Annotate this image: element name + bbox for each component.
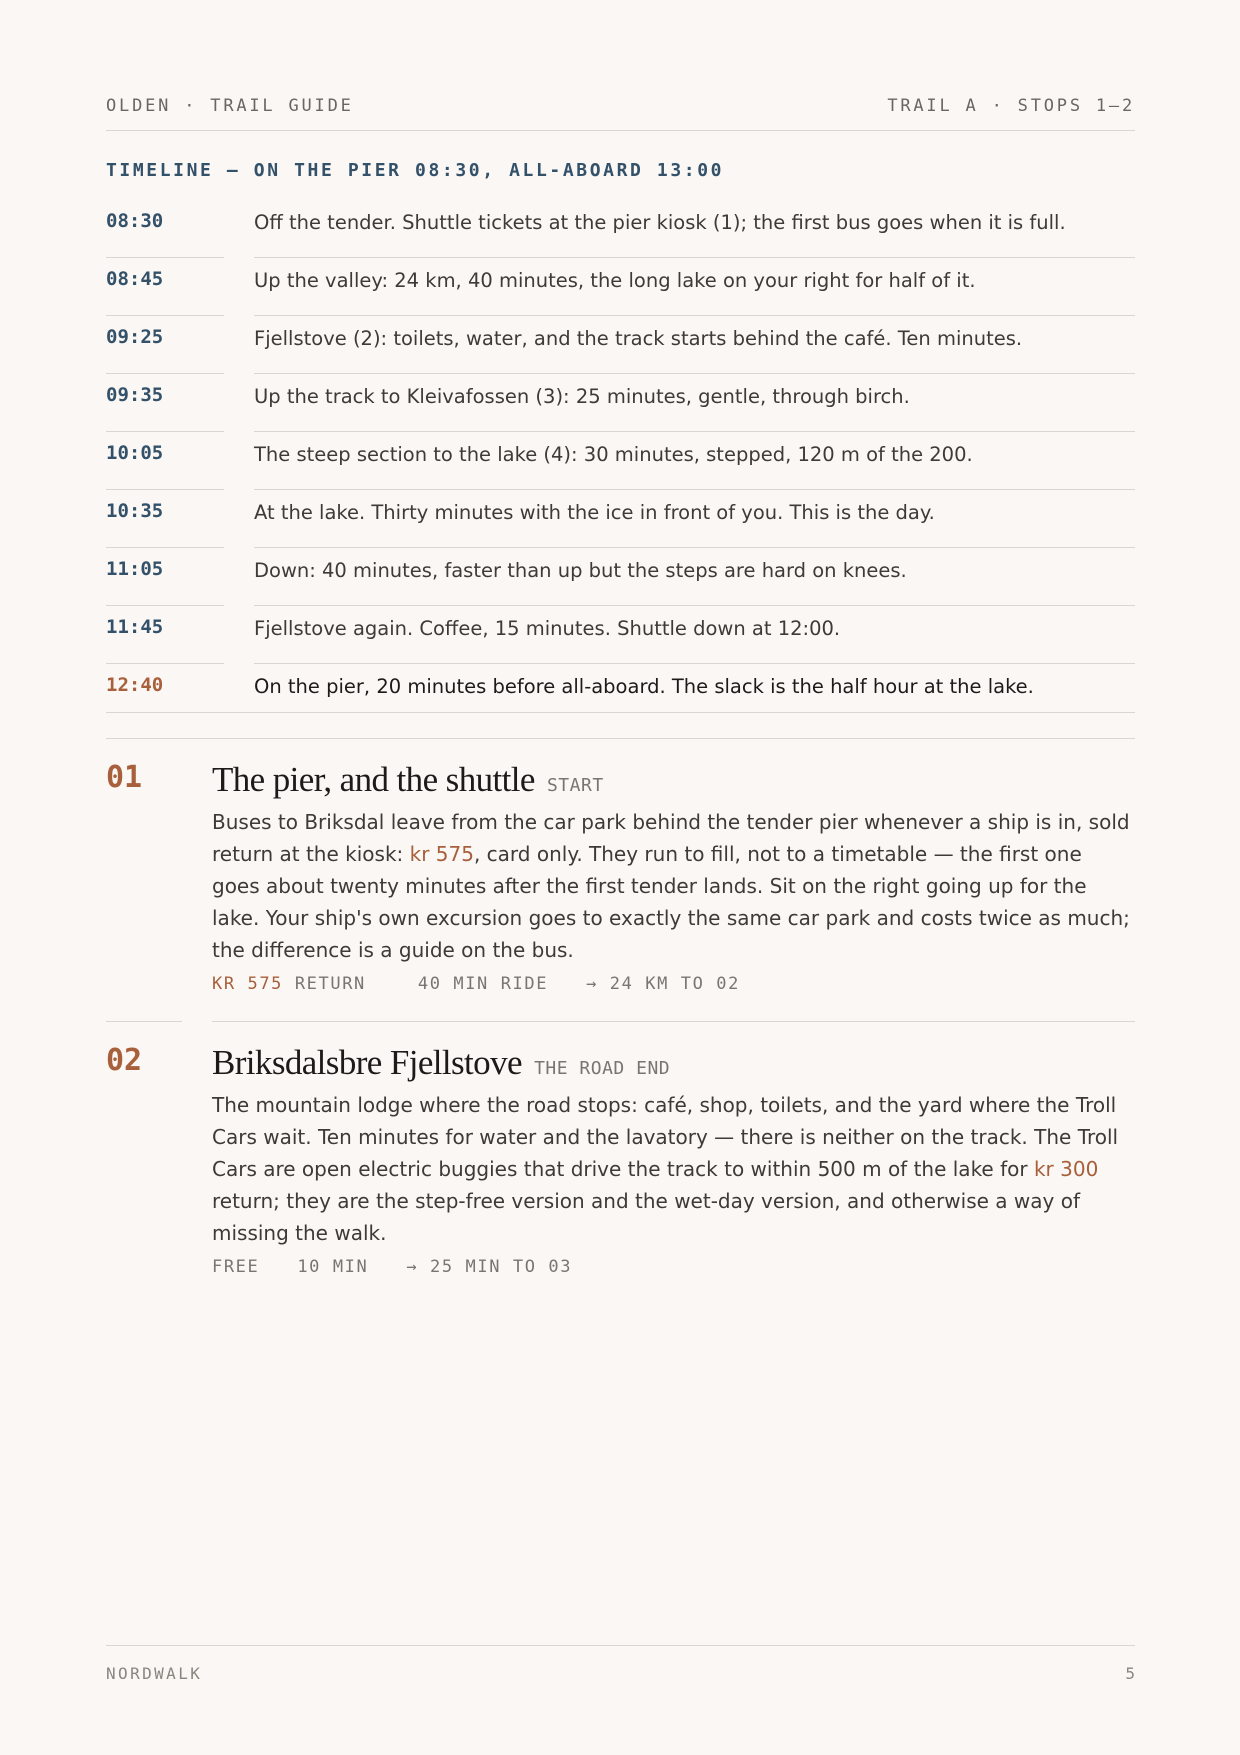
timeline-time: 10:05 — [106, 431, 224, 471]
timeline-time: 11:45 — [106, 605, 224, 645]
stop-kicker: START — [546, 775, 604, 796]
stop-price: kr 300 — [1033, 1157, 1099, 1181]
divider — [106, 712, 1135, 713]
stop-body — [212, 1043, 1135, 1277]
timeline-text: The steep section to the lake (4): 30 minutes, stepped, 120 m of the 200. — [254, 431, 1135, 471]
timeline-time: 11:05 — [106, 547, 224, 587]
divider — [212, 1021, 1135, 1022]
timeline-heading: TIMELINE — ON THE PIER 08:30, ALL-ABOARD 13:00 — [106, 160, 725, 181]
timeline-time: 10:35 — [106, 489, 224, 529]
timeline-time: 08:30 — [106, 210, 164, 232]
header-stops-range: TRAIL A · STOPS 1–2 — [887, 96, 1135, 116]
timeline-text: Up the valley: 24 km, 40 minutes, the long lake on your right for half of it. — [254, 257, 1135, 297]
timeline-row — [106, 425, 1135, 483]
meta-time: 10 MIN — [297, 1257, 369, 1277]
timeline-text: Off the tender. Shuttle tickets at the pier kiosk (1); the first bus goes when it is full. — [254, 211, 1066, 234]
stop-number: 02 — [106, 1043, 143, 1078]
stop-description — [212, 806, 1135, 966]
timeline-text: At the lake. Thirty minutes with the ice in front of you. This is the day. — [254, 489, 1135, 529]
stop-title — [212, 1043, 1135, 1087]
stop-text-part: return; they are the step-free version and the wet-day version, and otherwise a way of missing the walk. — [212, 1189, 1080, 1245]
stop-meta — [212, 974, 1135, 994]
timeline-row — [106, 541, 1135, 599]
stop-title — [212, 760, 1135, 804]
stop-body — [212, 760, 1135, 994]
timeline-row — [106, 599, 1135, 657]
timeline-row — [106, 251, 1135, 309]
running-header — [106, 96, 1135, 131]
meta-price: KR 575 — [212, 974, 284, 994]
divider — [106, 1021, 182, 1022]
timeline — [106, 200, 1135, 715]
meta-price: FREE — [212, 1257, 260, 1277]
meta-time: 40 MIN RIDE — [417, 974, 549, 994]
timeline-text: On the pier, 20 minutes before all-aboard. The slack is the half hour at the lake. — [254, 663, 1135, 703]
timeline-text: Fjellstove (2): toilets, water, and the track starts behind the café. Ten minutes. — [254, 315, 1135, 355]
timeline-text: Fjellstove again. Coffee, 15 minutes. Shuttle down at 12:00. — [254, 605, 1135, 645]
footer-brand: NORDWALK — [106, 1664, 203, 1683]
divider — [106, 738, 1135, 739]
stop-description — [212, 1089, 1135, 1249]
timeline-row-final — [106, 657, 1135, 715]
stop-text-part: Buses to Briksdal leave from the car park behind the tender pier whenever a ship is in, sold return at the kiosk: — [212, 810, 1130, 866]
timeline-time: 12:40 — [106, 663, 224, 703]
page-number: 5 — [1125, 1664, 1135, 1683]
timeline-text: Down: 40 minutes, faster than up but the steps are hard on knees. — [254, 547, 1135, 587]
timeline-row — [106, 367, 1135, 425]
meta-price-suffix: RETURN — [283, 974, 366, 994]
stop-price: kr 575 — [409, 842, 474, 866]
header-guide-title: OLDEN · TRAIL GUIDE — [106, 96, 354, 116]
timeline-row — [106, 200, 1135, 251]
stop-kicker: THE ROAD END — [534, 1058, 671, 1079]
stop-title-text: The pier, and the shuttle — [212, 760, 535, 799]
timeline-row — [106, 309, 1135, 367]
stop-number: 01 — [106, 760, 143, 795]
stop-title-text: Briksdalsbre Fjellstove — [212, 1043, 522, 1082]
timeline-time: 09:25 — [106, 315, 224, 355]
stop-text-part: , card only. They run to fill, not to a timetable — the first one goes about twenty minutes after the first tender lands. Sit on the right going up for the lake. Your ship's own excursion goes to exactly the same car park and costs twice as much; the difference is a guide on the bus. — [212, 842, 1130, 962]
timeline-time: 08:45 — [106, 257, 224, 297]
stop-text-part: The mountain lodge where the road stops: café, shop, toilets, and the yard where the Troll Cars wait. Ten minutes for water and the lavatory — there is neither on the track. The Troll Cars are open electric buggies that drive the track to within 500 m of the lake for — [212, 1093, 1119, 1181]
meta-next: → 24 KM TO 02 — [586, 974, 740, 994]
timeline-time: 09:35 — [106, 373, 224, 413]
timeline-row — [106, 483, 1135, 541]
page-footer — [106, 1645, 1135, 1686]
stop-meta — [212, 1257, 1135, 1277]
page — [106, 0, 1135, 1755]
meta-next: → 25 MIN TO 03 — [406, 1257, 573, 1277]
timeline-text: Up the track to Kleivafossen (3): 25 minutes, gentle, through birch. — [254, 373, 1135, 413]
